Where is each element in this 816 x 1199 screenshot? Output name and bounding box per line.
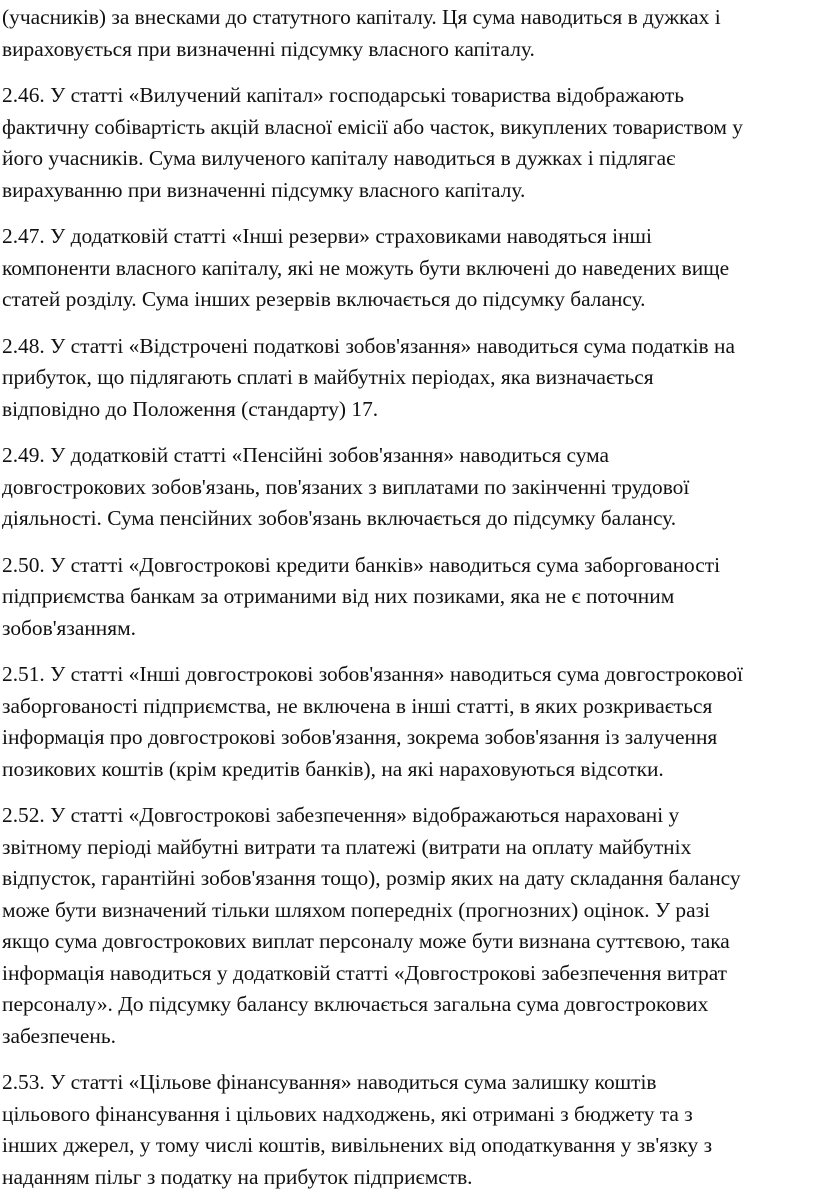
text-line: діяльності. Сума пенсійних зобов'язань включається до підсумку балансу. bbox=[2, 506, 677, 530]
text-line: відповідно до Положення (стандарту) 17. bbox=[2, 396, 379, 421]
text-line: забезпечень. bbox=[2, 1023, 116, 1048]
text-line: 2.51. У статті «Інші довгострокові зобов'язання» наводиться сума довгострокової bbox=[2, 662, 744, 686]
text-line: персоналу». До підсумку балансу включається загальна сума довгострокових bbox=[2, 992, 709, 1016]
paragraph-2-47 bbox=[2, 221, 810, 316]
text-line: вираховується при визначенні підсумку власного капіталу. bbox=[2, 36, 535, 61]
paragraph-2-51 bbox=[2, 659, 810, 785]
text-line: відпусток, гарантійні зобов'язання тощо), розмір яких на дату складання балансу bbox=[2, 866, 741, 890]
paragraph-2-46 bbox=[2, 80, 810, 206]
text-line: звітному періоді майбутні витрати та платежі (витрати на оплату майбутніх bbox=[2, 834, 692, 859]
text-line: статей розділу. Сума інших резервів включається до підсумку балансу. bbox=[2, 287, 646, 311]
text-line: його учасників. Сума вилученого капіталу наводиться в дужках і підлягає bbox=[2, 146, 676, 170]
text-line: інформація наводиться у додатковій статті «Довгострокові забезпечення витрат bbox=[2, 960, 727, 985]
text-line: компоненти власного капіталу, які не можуть бути включені до наведених вище bbox=[2, 255, 730, 280]
paragraph-2-48 bbox=[2, 331, 810, 426]
text-line: може бути визначений тільки шляхом попередніх (прогнозних) оцінок. У разі bbox=[2, 897, 710, 922]
text-line: (учасників) за внесками до статутного капіталу. Ця сума наводиться в дужках і bbox=[2, 5, 721, 29]
paragraph-2-52 bbox=[2, 800, 810, 1052]
text-line: довгострокових зобов'язань, пов'язаних з виплатами по закінченні трудової bbox=[2, 474, 690, 499]
text-line: цільового фінансування і цільових надходжень, які отримані з бюджету та з bbox=[2, 1101, 693, 1126]
text-line: 2.50. У статті «Довгострокові кредити банків» наводиться сума заборгованості bbox=[2, 552, 721, 577]
paragraph-2-50 bbox=[2, 550, 810, 645]
text-line: якщо сума довгострокових виплат персоналу може бути визнана суттєвою, така bbox=[2, 929, 730, 953]
paragraph-2-49 bbox=[2, 440, 810, 535]
text-line: інформація про довгострокові зобов'язання, зокрема зобов'язання із залучення bbox=[2, 725, 718, 749]
text-line: 2.46. У статті «Вилучений капітал» господарські товариства відображають bbox=[2, 83, 685, 107]
text-line: прибуток, що підлягають сплаті в майбутніх періодах, яка визначається bbox=[2, 365, 654, 389]
text-line: вирахуванню при визначенні підсумку власного капіталу. bbox=[2, 177, 526, 202]
text-line: інших джерел, у тому числі коштів, вивільнених від оподаткування у зв'язку з bbox=[2, 1133, 713, 1157]
text-line: 2.52. У статті «Довгострокові забезпечення» відображаються нараховані у bbox=[2, 803, 680, 827]
paragraph-continuation bbox=[2, 2, 810, 65]
text-line: 2.48. У статті «Відстрочені податкові зобов'язання» наводиться сума податків на bbox=[2, 333, 735, 358]
text-line: зобов'язанням. bbox=[2, 615, 136, 640]
paragraph-2-53 bbox=[2, 1067, 810, 1193]
text-line: наданням пільг з податку на прибуток підприємств. bbox=[2, 1164, 473, 1189]
text-line: підприємства банкам за отриманими від них позиками, яка не є поточним bbox=[2, 584, 675, 608]
text-line: 2.47. У додатковій статті «Інші резерви» страховиками наводяться інші bbox=[2, 224, 652, 248]
text-line: заборгованості підприємства, не включена в інші статті, в яких розкривається bbox=[2, 693, 713, 718]
text-line: 2.49. У додатковій статті «Пенсійні зобов'язання» наводиться сума bbox=[2, 443, 610, 467]
text-line: фактичну собівартість акцій власної емісії або часток, викуплених товариством у bbox=[2, 114, 743, 139]
text-line: позикових коштів (крім кредитів банків), на які нараховуються відсотки. bbox=[2, 756, 664, 781]
text-line: 2.53. У статті «Цільове фінансування» наводиться сума залишку коштів bbox=[2, 1070, 657, 1094]
